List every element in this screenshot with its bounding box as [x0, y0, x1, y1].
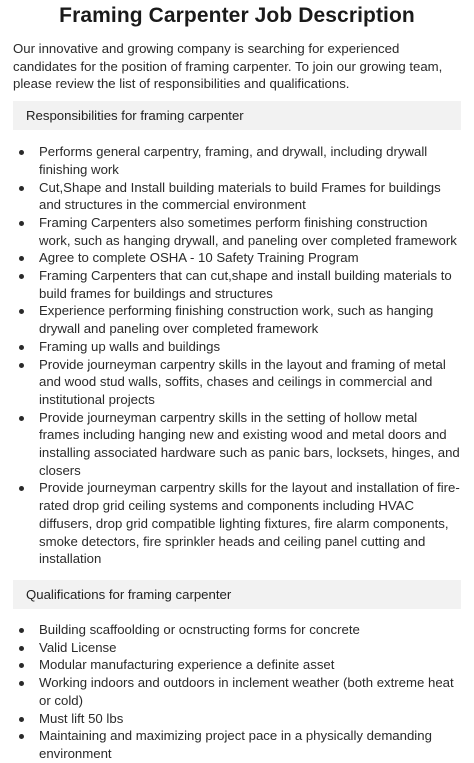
list-item-text: Framing up walls and buildings [39, 338, 221, 354]
list-item-text: Provide journeyman carpentry skills for the layout and installation of fire-rated drop grid ceiling systems and components including HVAC diffusers, drop grid compatible lighting fixtures, fire alarm components, smoke detectors, fire sprinkler heads and ceiling panel cutting and installation [39, 480, 460, 567]
list-item-text: Valid License [39, 639, 117, 655]
bullet-icon [19, 186, 24, 191]
bullet-icon [19, 345, 24, 350]
list-item-text: Framing Carpenters that can cut,shape and install building materials to build frames for buildings and structures [39, 268, 452, 301]
responsibilities-heading [13, 101, 461, 130]
list-item [39, 267, 461, 302]
list-item-text: Cut,Shape and Install building materials to build Frames for buildings and structures in the commercial environment [39, 179, 441, 213]
list-item [39, 302, 461, 337]
list-item [39, 409, 461, 480]
list-item-text: Building scaffoolding or ocnstructing forms for concrete [39, 621, 360, 637]
bullet-icon [19, 717, 24, 722]
bullet-icon [19, 681, 24, 686]
list-item-text: Working indoors and outdoors in inclement weather (both extreme heat or cold) [39, 675, 454, 708]
page-title: Framing Carpenter Job Description [59, 4, 415, 27]
qualifications-heading-label: Qualifications for framing carpenter [26, 586, 232, 602]
list-item-text: Modular manufacturing experience a definite asset [39, 657, 335, 673]
list-item [39, 338, 461, 356]
bullet-icon [19, 663, 24, 668]
list-item-text: Maintaining and maximizing project pace in a physically demanding environment [39, 728, 432, 761]
bullet-icon [19, 256, 24, 261]
list-item [39, 621, 461, 639]
bullet-icon [19, 363, 24, 368]
list-item [39, 214, 461, 249]
list-item [39, 356, 461, 409]
list-item [39, 656, 461, 674]
bullet-icon [19, 734, 24, 739]
list-item [39, 710, 461, 728]
bullet-icon [19, 274, 24, 279]
list-item-text: Experience performing finishing construction work, such as hanging drywall and paneling over completed framework [39, 303, 434, 337]
list-item-text: Provide journeyman carpentry skills in the layout and framing of metal and wood stud walls, soffits, chases and ceilings in commercial and institutional projects [39, 356, 446, 407]
responsibilities-list [13, 143, 461, 568]
bullet-icon [19, 646, 24, 651]
responsibilities-heading-label: Responsibilities for framing carpenter [26, 108, 244, 124]
bullet-icon [19, 486, 24, 491]
bullet-icon [19, 628, 24, 633]
list-item [39, 249, 461, 267]
list-item-text: Performs general carpentry, framing, and drywall, including drywall finishing work [39, 144, 428, 177]
list-item-text: Must lift 50 lbs [39, 710, 124, 726]
bullet-icon [19, 309, 24, 314]
list-item [39, 674, 461, 709]
bullet-icon [19, 150, 24, 155]
list-item [39, 639, 461, 657]
bullet-icon [19, 221, 24, 226]
qualifications-list [13, 621, 461, 763]
list-item-text: Provide journeyman carpentry skills in the setting of hollow metal frames including hanging new and existing wood and metal doors and installing associated hardware such as panic bars, locksets, hinges, and closers [39, 409, 460, 478]
bullet-icon [19, 416, 24, 421]
list-item [39, 143, 461, 178]
list-item-text: Framing Carpenters also sometimes perform finishing construction work, such as hanging drywall, and paneling over completed framework [39, 214, 457, 248]
qualifications-heading [13, 580, 461, 609]
list-item-text: Agree to complete OSHA - 10 Safety Training Program [39, 250, 359, 266]
list-item [39, 179, 461, 214]
list-item [39, 479, 461, 568]
intro-paragraph: Our innovative and growing company is searching for experienced candidates for the position of framing carpenter. To join our growing team, please review the list of responsibilities and qualifications. [13, 41, 443, 92]
